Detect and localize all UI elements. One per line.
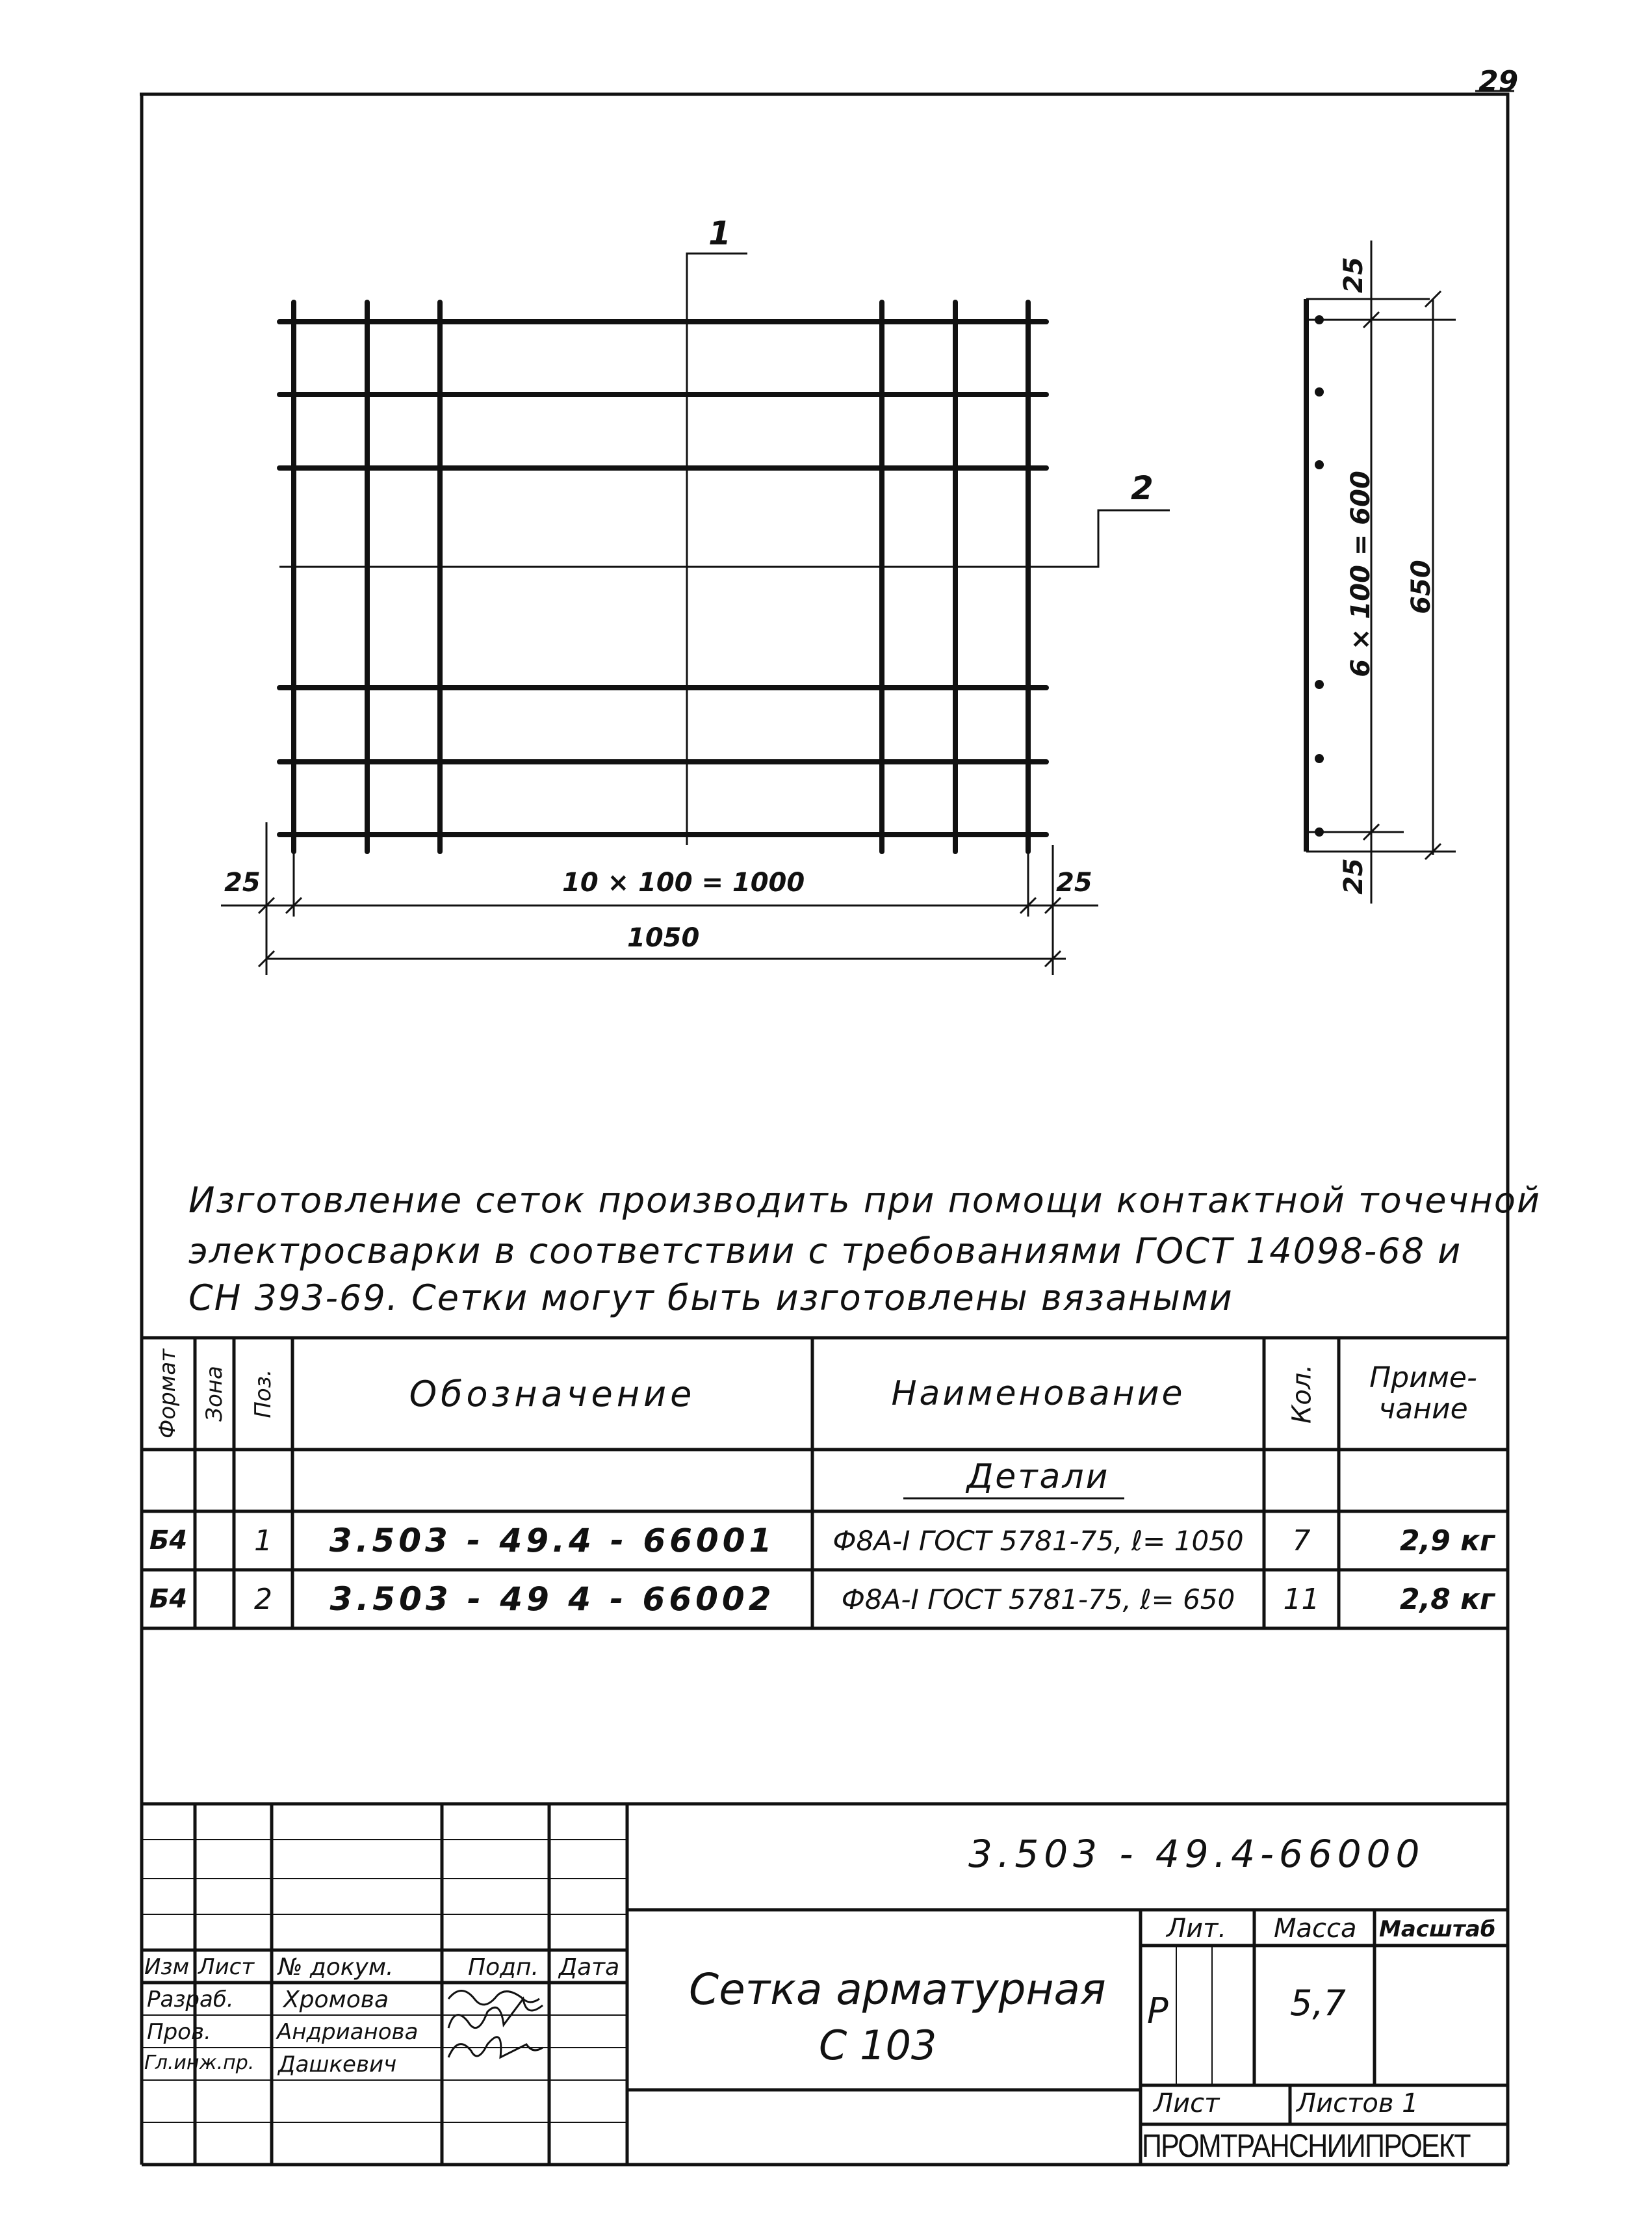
row-qty: 11 [1283, 1582, 1320, 1616]
mesh-horizontal-bars [279, 322, 1046, 835]
dim-bottom-offset: 25 [1338, 858, 1369, 894]
h-doc: № докум. [278, 1954, 394, 1981]
doc-code: 3.503 - 49.4-66000 [968, 1832, 1425, 1876]
h-izm: Изм [144, 1954, 190, 1980]
scale-label: Масштаб [1379, 1916, 1496, 1942]
row-format: Б4 [149, 1584, 188, 1614]
lit-label: Лит. [1167, 1914, 1227, 1944]
sheets-label: Листов 1 [1297, 2089, 1419, 2118]
row-qty: 7 [1292, 1524, 1311, 1557]
row-note: 2,8 кг [1399, 1582, 1495, 1616]
note-line-1: Изготовление сеток производить при помощи контактной точечной [188, 1180, 1541, 1221]
dim-top-offset: 25 [1338, 257, 1369, 293]
dim-left-offset: 25 [224, 868, 261, 898]
role-developer: Разраб. [147, 1986, 234, 2012]
header-format: Формат [155, 1349, 181, 1439]
row-format: Б4 [149, 1526, 188, 1556]
page-number: 29 [1478, 65, 1519, 98]
title-line-2: С 103 [819, 2022, 937, 2069]
section-rods [1315, 315, 1324, 837]
header-designation: Обозначение [409, 1373, 696, 1414]
dim-total-y: 650 [1406, 560, 1436, 614]
organization-name: ПРОМТРАНСНИИПРОЕКТ [1142, 2128, 1470, 2164]
header-note: Приме-чание [1369, 1361, 1477, 1426]
header-qty: Кол. [1287, 1364, 1317, 1424]
name-developer: Хромова [283, 1986, 389, 2013]
mass-value: 5,7 [1290, 1983, 1346, 2024]
header-zone: Зона [201, 1366, 227, 1422]
row-note: 2,9 кг [1399, 1524, 1495, 1557]
h-list: Лист [198, 1954, 255, 1980]
role-chief-engineer: Гл.инж.пр. [144, 2051, 255, 2074]
note-line-2: электросварки в соответствии с требованиями ГОСТ 14098-68 и [188, 1231, 1462, 1271]
note-line-3: СН 393-69. Сетки могут быть изготовлены вязаными [188, 1277, 1233, 1318]
row-pos: 1 [254, 1524, 272, 1557]
section-label: Детали [966, 1457, 1110, 1496]
callout-1-label: 1 [708, 215, 731, 252]
dim-total-x: 1050 [627, 923, 700, 953]
header-pos: Поз. [250, 1369, 276, 1418]
lit-value: Р [1147, 1990, 1168, 2031]
dim-spacing-x: 10 × 100 = 1000 [562, 868, 805, 898]
h-sign: Подп. [468, 1954, 539, 1981]
name-chief-engineer: Дашкевич [278, 2051, 397, 2077]
row-name: Ф8А-I ГОСТ 5781-75, ℓ= 650 [841, 1583, 1235, 1615]
callout-2-label: 2 [1131, 469, 1154, 507]
header-name: Наименование [891, 1374, 1185, 1413]
name-checker: Андрианова [277, 2019, 419, 2045]
h-date: Дата [559, 1954, 620, 1981]
callout-1-leader [687, 254, 747, 312]
sheet-label: Лист [1154, 2089, 1220, 2118]
title-line-1: Сетка арматурная [689, 1964, 1106, 2014]
callout-2-leader [1046, 510, 1170, 567]
mass-label: Масса [1274, 1914, 1357, 1944]
row-name: Ф8А-I ГОСТ 5781-75, ℓ= 1050 [832, 1524, 1244, 1557]
row-pos: 2 [254, 1582, 272, 1616]
row-designation: 3.503 - 49 4 - 66002 [329, 1580, 775, 1618]
role-checker: Пров. [147, 2019, 211, 2045]
dim-right-offset: 25 [1056, 868, 1092, 898]
mesh-vertical-bars [294, 302, 1028, 852]
row-designation: 3.503 - 49.4 - 66001 [329, 1522, 776, 1559]
dim-spacing-y: 6 × 100 = 600 [1345, 471, 1376, 677]
